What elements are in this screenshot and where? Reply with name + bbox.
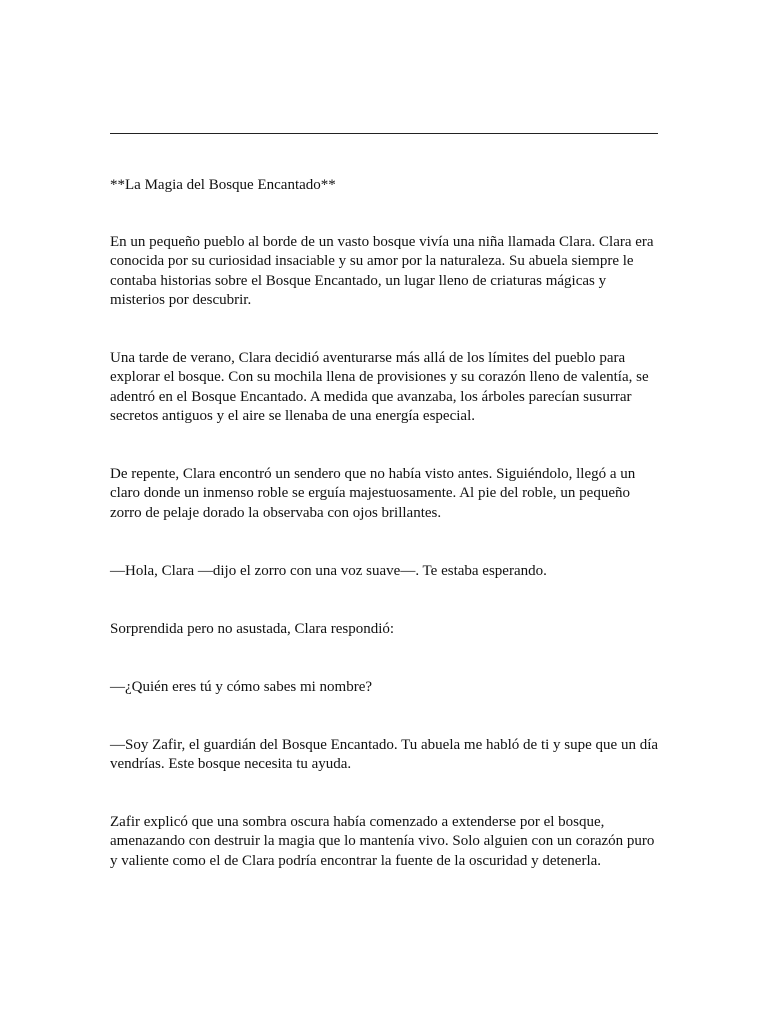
story-title: **La Magia del Bosque Encantado** bbox=[110, 177, 336, 193]
dialogue-line: —¿Quién eres tú y cómo sabes mi nombre? bbox=[110, 679, 373, 695]
paragraph: De repente, Clara encontró un sendero que no había visto antes. Siguiéndolo, llegó a un claro donde un inmenso roble se erguía majestuosamente. Al pie del roble, un pequeño zorro de pelaje dorado la observaba con ojos brillantes. bbox=[110, 466, 636, 521]
paragraph: En un pequeño pueblo al borde de un vasto bosque vivía una niña llamada Clara. Clara era conocida por su curiosidad insaciable y su amor por la naturaleza. Su abuela siempre le contaba historias sobre el Bosque Encantado, un lugar lleno de criaturas mágicas y misterios por descubrir. bbox=[110, 234, 654, 308]
paragraph: Una tarde de verano, Clara decidió aventurarse más allá de los límites del pueblo para explorar el bosque. Con su mochila llena de provisiones y su corazón lleno de valentía, se adentró en el Bosque Encantado. A medida que avanzaba, los árboles parecían susurrar secretos antiguos y el aire se llenaba de una energía especial. bbox=[110, 350, 649, 424]
dialogue-line: —Hola, Clara —dijo el zorro con una voz suave—. Te estaba esperando. bbox=[110, 563, 547, 579]
paragraph: Zafir explicó que una sombra oscura había comenzado a extenderse por el bosque, amenazando con destruir la magia que lo mantenía vivo. Solo alguien con un corazón puro y valiente como el de Clara podría encontrar la fuente de la oscuridad y detenerla. bbox=[110, 814, 655, 869]
dialogue-line: —Soy Zafir, el guardián del Bosque Encantado. Tu abuela me habló de ti y supe que un día vendrías. Este bosque necesita tu ayuda. bbox=[110, 737, 659, 773]
horizontal-rule bbox=[110, 133, 658, 134]
paragraph: Sorprendida pero no asustada, Clara respondió: bbox=[110, 621, 395, 637]
